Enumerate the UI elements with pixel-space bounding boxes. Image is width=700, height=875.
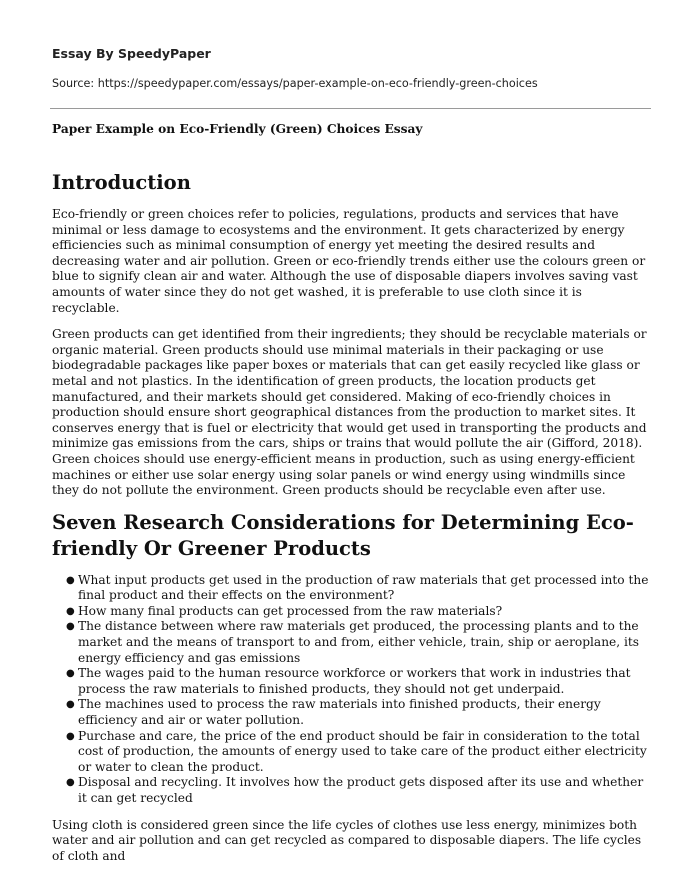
research-considerations-heading: Seven Research Considerations for Determining Eco-friendly Or Greener Products <box>52 510 634 560</box>
header-divider <box>50 108 651 109</box>
list-item-text: Purchase and care, the price of the end product should be fair in consideration to the total cost of production, the amounts of energy used to take care of the product either electricity or water to clean the product. <box>78 728 647 774</box>
list-item-text: The machines used to process the raw materials into finished products, their energy efficiency and air or water pollution. <box>78 697 601 728</box>
bullet-icon: ● <box>66 668 75 680</box>
list-item <box>66 603 652 620</box>
bullet-icon: ● <box>66 605 75 617</box>
introduction-paragraph-2: Green products can get identified from their ingredients; they should be recyclable materials or organic material. Green products should use minimal materials in their packaging or use biodegradable packages like paper boxes or materials that can get easily recycled like glass or metal and not plastics. In the identification of green products, the location products get manufactured, and their markets should get considered. Making of eco-friendly choices in production should ensure short geographical distances from the production to market sites. It conserves energy that is fuel or electricity that would get used in transporting the products and minimize gas emissions from the cars, ships or trains that would pollute the air (Gifford, 2018). Green choices should use energy-efficient means in production, such as using energy-efficient machines or either use solar energy using solar panels or wind energy using windmills since they do not pollute the environment. Green products should be recyclable even after use. <box>52 327 647 498</box>
list-item-text: The distance between where raw materials get produced, the processing plants and to the market and the means of transport to and from, either vehicle, train, ship or aeroplane, its energy efficiency and gas emissions <box>78 619 640 665</box>
considerations-list <box>52 573 652 807</box>
list-item <box>66 666 652 697</box>
list-item <box>66 728 652 776</box>
list-item-text: What input products get used in the production of raw materials that get processed into the final product and their effects on the environment? <box>78 572 649 603</box>
list-item-text: The wages paid to the human resource workforce or workers that work in industries that process the raw materials to finished products, they should not get underpaid. <box>78 666 631 696</box>
list-item <box>66 697 652 728</box>
bullet-icon: ● <box>66 574 75 586</box>
paper-title: Paper Example on Eco-Friendly (Green) Choices Essay <box>52 122 423 136</box>
list-item-text: How many final products can get processed from the raw materials? <box>78 603 503 618</box>
bullet-icon: ● <box>66 730 75 742</box>
essay-by-label: Essay By SpeedyPaper <box>52 46 211 61</box>
essay-body <box>52 170 652 875</box>
list-item <box>66 775 652 806</box>
list-item-text: Disposal and recycling. It involves how the product gets disposed after its use and whether it can get recycled <box>78 775 644 805</box>
list-item <box>66 572 652 604</box>
bullet-icon: ● <box>66 699 75 711</box>
introduction-heading: Introduction <box>52 171 191 194</box>
list-item <box>66 619 652 666</box>
closing-paragraph: Using cloth is considered green since the life cycles of clothes use less energy, minimizes both water and air pollution and can get recycled as compared to disposable diapers. The life cycles of cloth and <box>52 817 642 863</box>
bullet-icon: ● <box>66 777 75 789</box>
introduction-paragraph-1: Eco-friendly or green choices refer to policies, regulations, products and services that have minimal or less damage to ecosystems and the environment. It gets characterized by energy efficiencies such as minimal consumption of energy yet meeting the desired results and decreasing water and air pollution. Green or eco-friendly trends either use the colours green or blue to signify clean air and water. Although the use of disposable diapers involves saving vast amounts of water since they do not get washed, it is preferable to use cloth since it is recyclable. <box>52 207 646 315</box>
bullet-icon: ● <box>66 621 75 633</box>
source-link[interactable]: Source: https://speedypaper.com/essays/paper-example-on-eco-friendly-green-choices <box>52 77 538 90</box>
